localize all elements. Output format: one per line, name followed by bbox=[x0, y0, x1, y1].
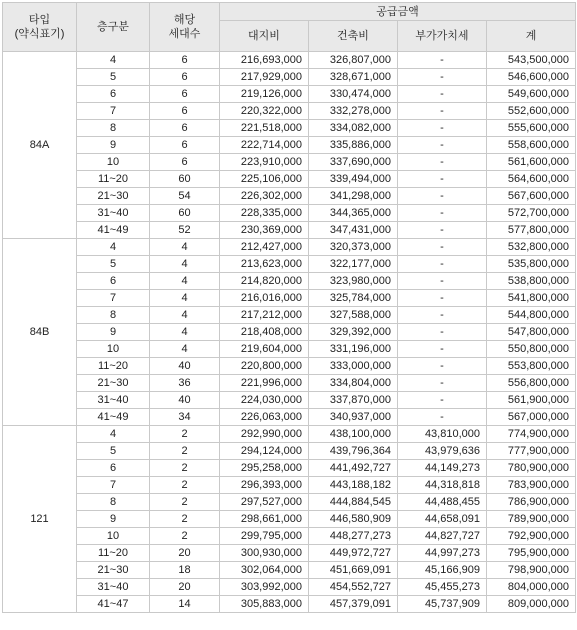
vat-cell: 43,979,636 bbox=[398, 443, 487, 460]
vat-cell: 43,810,000 bbox=[398, 426, 487, 443]
units-cell: 2 bbox=[150, 494, 220, 511]
vat-cell: - bbox=[398, 171, 487, 188]
total-cell: 547,800,000 bbox=[487, 324, 576, 341]
total-cell: 567,600,000 bbox=[487, 188, 576, 205]
units-cell: 2 bbox=[150, 426, 220, 443]
vat-cell: 45,455,273 bbox=[398, 579, 487, 596]
vat-cell: - bbox=[398, 188, 487, 205]
total-cell: 804,000,000 bbox=[487, 579, 576, 596]
units-cell: 6 bbox=[150, 103, 220, 120]
total-cell: 549,600,000 bbox=[487, 86, 576, 103]
vat-cell: 44,827,727 bbox=[398, 528, 487, 545]
units-cell: 6 bbox=[150, 86, 220, 103]
building-cost-cell: 334,082,000 bbox=[309, 120, 398, 137]
total-cell: 546,600,000 bbox=[487, 69, 576, 86]
table-row bbox=[3, 341, 576, 358]
building-cost-cell: 327,588,000 bbox=[309, 307, 398, 324]
land-cost-cell: 219,604,000 bbox=[220, 341, 309, 358]
total-cell: 809,000,000 bbox=[487, 596, 576, 613]
floor-cell: 41~47 bbox=[77, 596, 150, 613]
building-cost-cell: 444,884,545 bbox=[309, 494, 398, 511]
units-cell: 6 bbox=[150, 120, 220, 137]
land-cost-cell: 292,990,000 bbox=[220, 426, 309, 443]
floor-cell: 10 bbox=[77, 154, 150, 171]
floor-cell: 4 bbox=[77, 426, 150, 443]
building-cost-cell: 446,580,909 bbox=[309, 511, 398, 528]
units-cell: 6 bbox=[150, 154, 220, 171]
table-row bbox=[3, 52, 576, 69]
vat-cell: - bbox=[398, 307, 487, 324]
floor-cell: 8 bbox=[77, 307, 150, 324]
total-cell: 552,600,000 bbox=[487, 103, 576, 120]
land-cost-cell: 216,693,000 bbox=[220, 52, 309, 69]
total-cell: 541,800,000 bbox=[487, 290, 576, 307]
table-row bbox=[3, 528, 576, 545]
vat-cell: - bbox=[398, 392, 487, 409]
table-row bbox=[3, 375, 576, 392]
building-cost-cell: 339,494,000 bbox=[309, 171, 398, 188]
total-cell: 543,500,000 bbox=[487, 52, 576, 69]
units-cell: 6 bbox=[150, 137, 220, 154]
vat-cell: - bbox=[398, 137, 487, 154]
building-cost-cell: 347,431,000 bbox=[309, 222, 398, 239]
table-row bbox=[3, 409, 576, 426]
floor-cell: 31~40 bbox=[77, 205, 150, 222]
table-row bbox=[3, 511, 576, 528]
building-cost-cell: 443,188,182 bbox=[309, 477, 398, 494]
vat-cell: - bbox=[398, 409, 487, 426]
building-cost-cell: 329,392,000 bbox=[309, 324, 398, 341]
header-floor: 층구분 bbox=[77, 3, 150, 52]
header-vat: 부가가치세 bbox=[398, 21, 487, 52]
vat-cell: - bbox=[398, 290, 487, 307]
table-row bbox=[3, 494, 576, 511]
header-supply-price: 공급금액 bbox=[220, 3, 576, 21]
total-cell: 553,800,000 bbox=[487, 358, 576, 375]
supply-price-table bbox=[2, 2, 576, 613]
type-cell: 84A bbox=[3, 52, 77, 239]
building-cost-cell: 326,807,000 bbox=[309, 52, 398, 69]
units-cell: 4 bbox=[150, 324, 220, 341]
units-cell: 4 bbox=[150, 239, 220, 256]
land-cost-cell: 221,996,000 bbox=[220, 375, 309, 392]
total-cell: 561,600,000 bbox=[487, 154, 576, 171]
units-cell: 6 bbox=[150, 52, 220, 69]
table-row bbox=[3, 273, 576, 290]
land-cost-cell: 222,714,000 bbox=[220, 137, 309, 154]
vat-cell: - bbox=[398, 239, 487, 256]
units-cell: 4 bbox=[150, 290, 220, 307]
table-body bbox=[3, 52, 576, 613]
land-cost-cell: 305,883,000 bbox=[220, 596, 309, 613]
floor-cell: 4 bbox=[77, 52, 150, 69]
units-cell: 34 bbox=[150, 409, 220, 426]
total-cell: 777,900,000 bbox=[487, 443, 576, 460]
floor-cell: 11~20 bbox=[77, 358, 150, 375]
table-row bbox=[3, 443, 576, 460]
land-cost-cell: 299,795,000 bbox=[220, 528, 309, 545]
building-cost-cell: 449,972,727 bbox=[309, 545, 398, 562]
land-cost-cell: 225,106,000 bbox=[220, 171, 309, 188]
units-cell: 14 bbox=[150, 596, 220, 613]
total-cell: 792,900,000 bbox=[487, 528, 576, 545]
building-cost-cell: 323,980,000 bbox=[309, 273, 398, 290]
vat-cell: - bbox=[398, 324, 487, 341]
total-cell: 789,900,000 bbox=[487, 511, 576, 528]
land-cost-cell: 296,393,000 bbox=[220, 477, 309, 494]
land-cost-cell: 216,016,000 bbox=[220, 290, 309, 307]
table-row bbox=[3, 86, 576, 103]
vat-cell: 44,149,273 bbox=[398, 460, 487, 477]
units-cell: 4 bbox=[150, 341, 220, 358]
total-cell: 558,600,000 bbox=[487, 137, 576, 154]
building-cost-cell: 438,100,000 bbox=[309, 426, 398, 443]
floor-cell: 7 bbox=[77, 290, 150, 307]
header-type-label: 타입 bbox=[28, 14, 51, 26]
table-row bbox=[3, 222, 576, 239]
units-cell: 52 bbox=[150, 222, 220, 239]
table-row bbox=[3, 307, 576, 324]
total-cell: 798,900,000 bbox=[487, 562, 576, 579]
building-cost-cell: 332,278,000 bbox=[309, 103, 398, 120]
header-total: 계 bbox=[487, 21, 576, 52]
units-cell: 54 bbox=[150, 188, 220, 205]
total-cell: 786,900,000 bbox=[487, 494, 576, 511]
total-cell: 535,800,000 bbox=[487, 256, 576, 273]
type-cell: 84B bbox=[3, 239, 77, 426]
header-type-sub: (약식표기) bbox=[14, 28, 65, 40]
floor-cell: 8 bbox=[77, 494, 150, 511]
building-cost-cell: 441,492,727 bbox=[309, 460, 398, 477]
table-header bbox=[3, 3, 576, 52]
land-cost-cell: 230,369,000 bbox=[220, 222, 309, 239]
floor-cell: 9 bbox=[77, 324, 150, 341]
building-cost-cell: 340,937,000 bbox=[309, 409, 398, 426]
floor-cell: 21~30 bbox=[77, 562, 150, 579]
vat-cell: - bbox=[398, 341, 487, 358]
total-cell: 780,900,000 bbox=[487, 460, 576, 477]
floor-cell: 5 bbox=[77, 256, 150, 273]
building-cost-cell: 337,870,000 bbox=[309, 392, 398, 409]
table-row bbox=[3, 562, 576, 579]
table-row bbox=[3, 426, 576, 443]
table-row bbox=[3, 188, 576, 205]
land-cost-cell: 297,527,000 bbox=[220, 494, 309, 511]
land-cost-cell: 302,064,000 bbox=[220, 562, 309, 579]
vat-cell: 44,318,818 bbox=[398, 477, 487, 494]
floor-cell: 31~40 bbox=[77, 392, 150, 409]
building-cost-cell: 322,177,000 bbox=[309, 256, 398, 273]
vat-cell: - bbox=[398, 222, 487, 239]
table-row bbox=[3, 120, 576, 137]
table-row bbox=[3, 154, 576, 171]
building-cost-cell: 451,669,091 bbox=[309, 562, 398, 579]
land-cost-cell: 228,335,000 bbox=[220, 205, 309, 222]
land-cost-cell: 212,427,000 bbox=[220, 239, 309, 256]
land-cost-cell: 213,623,000 bbox=[220, 256, 309, 273]
table-row bbox=[3, 290, 576, 307]
floor-cell: 21~30 bbox=[77, 188, 150, 205]
total-cell: 564,600,000 bbox=[487, 171, 576, 188]
vat-cell: - bbox=[398, 69, 487, 86]
land-cost-cell: 224,030,000 bbox=[220, 392, 309, 409]
table-row bbox=[3, 69, 576, 86]
land-cost-cell: 300,930,000 bbox=[220, 545, 309, 562]
land-cost-cell: 214,820,000 bbox=[220, 273, 309, 290]
total-cell: 783,900,000 bbox=[487, 477, 576, 494]
floor-cell: 6 bbox=[77, 273, 150, 290]
building-cost-cell: 333,000,000 bbox=[309, 358, 398, 375]
units-cell: 4 bbox=[150, 307, 220, 324]
total-cell: 538,800,000 bbox=[487, 273, 576, 290]
units-cell: 36 bbox=[150, 375, 220, 392]
land-cost-cell: 226,302,000 bbox=[220, 188, 309, 205]
land-cost-cell: 295,258,000 bbox=[220, 460, 309, 477]
total-cell: 567,000,000 bbox=[487, 409, 576, 426]
total-cell: 774,900,000 bbox=[487, 426, 576, 443]
building-cost-cell: 454,552,727 bbox=[309, 579, 398, 596]
vat-cell: 44,658,091 bbox=[398, 511, 487, 528]
land-cost-cell: 221,518,000 bbox=[220, 120, 309, 137]
table-row bbox=[3, 171, 576, 188]
table-row bbox=[3, 358, 576, 375]
building-cost-cell: 457,379,091 bbox=[309, 596, 398, 613]
land-cost-cell: 226,063,000 bbox=[220, 409, 309, 426]
vat-cell: - bbox=[398, 273, 487, 290]
land-cost-cell: 220,322,000 bbox=[220, 103, 309, 120]
units-cell: 18 bbox=[150, 562, 220, 579]
units-cell: 20 bbox=[150, 579, 220, 596]
floor-cell: 9 bbox=[77, 511, 150, 528]
total-cell: 561,900,000 bbox=[487, 392, 576, 409]
table-row bbox=[3, 596, 576, 613]
vat-cell: - bbox=[398, 375, 487, 392]
vat-cell: - bbox=[398, 52, 487, 69]
building-cost-cell: 330,474,000 bbox=[309, 86, 398, 103]
floor-cell: 4 bbox=[77, 239, 150, 256]
header-units-label: 해당 bbox=[173, 14, 196, 26]
table-row bbox=[3, 477, 576, 494]
building-cost-cell: 344,365,000 bbox=[309, 205, 398, 222]
total-cell: 556,800,000 bbox=[487, 375, 576, 392]
header-building: 건축비 bbox=[309, 21, 398, 52]
units-cell: 2 bbox=[150, 443, 220, 460]
total-cell: 550,800,000 bbox=[487, 341, 576, 358]
building-cost-cell: 334,804,000 bbox=[309, 375, 398, 392]
vat-cell: - bbox=[398, 86, 487, 103]
table-row bbox=[3, 545, 576, 562]
building-cost-cell: 335,886,000 bbox=[309, 137, 398, 154]
table-row bbox=[3, 579, 576, 596]
units-cell: 2 bbox=[150, 460, 220, 477]
units-cell: 2 bbox=[150, 528, 220, 545]
units-cell: 4 bbox=[150, 256, 220, 273]
floor-cell: 6 bbox=[77, 86, 150, 103]
floor-cell: 8 bbox=[77, 120, 150, 137]
vat-cell: - bbox=[398, 256, 487, 273]
units-cell: 2 bbox=[150, 477, 220, 494]
header-units-sub: 세대수 bbox=[168, 28, 201, 40]
building-cost-cell: 325,784,000 bbox=[309, 290, 398, 307]
building-cost-cell: 337,690,000 bbox=[309, 154, 398, 171]
building-cost-cell: 341,298,000 bbox=[309, 188, 398, 205]
units-cell: 60 bbox=[150, 205, 220, 222]
floor-cell: 21~30 bbox=[77, 375, 150, 392]
type-cell: 121 bbox=[3, 426, 77, 613]
floor-cell: 7 bbox=[77, 477, 150, 494]
table-row bbox=[3, 392, 576, 409]
units-cell: 20 bbox=[150, 545, 220, 562]
land-cost-cell: 217,212,000 bbox=[220, 307, 309, 324]
vat-cell: - bbox=[398, 103, 487, 120]
land-cost-cell: 223,910,000 bbox=[220, 154, 309, 171]
floor-cell: 9 bbox=[77, 137, 150, 154]
vat-cell: 45,166,909 bbox=[398, 562, 487, 579]
land-cost-cell: 218,408,000 bbox=[220, 324, 309, 341]
building-cost-cell: 328,671,000 bbox=[309, 69, 398, 86]
floor-cell: 11~20 bbox=[77, 171, 150, 188]
floor-cell: 31~40 bbox=[77, 579, 150, 596]
land-cost-cell: 219,126,000 bbox=[220, 86, 309, 103]
total-cell: 532,800,000 bbox=[487, 239, 576, 256]
units-cell: 40 bbox=[150, 392, 220, 409]
table-row bbox=[3, 205, 576, 222]
vat-cell: - bbox=[398, 154, 487, 171]
units-cell: 4 bbox=[150, 273, 220, 290]
vat-cell: - bbox=[398, 358, 487, 375]
table-row bbox=[3, 324, 576, 341]
total-cell: 577,800,000 bbox=[487, 222, 576, 239]
vat-cell: 44,488,455 bbox=[398, 494, 487, 511]
vat-cell: 45,737,909 bbox=[398, 596, 487, 613]
land-cost-cell: 220,800,000 bbox=[220, 358, 309, 375]
table-row bbox=[3, 460, 576, 477]
floor-cell: 10 bbox=[77, 528, 150, 545]
building-cost-cell: 331,196,000 bbox=[309, 341, 398, 358]
table-row bbox=[3, 256, 576, 273]
units-cell: 6 bbox=[150, 69, 220, 86]
vat-cell: - bbox=[398, 205, 487, 222]
total-cell: 544,800,000 bbox=[487, 307, 576, 324]
building-cost-cell: 320,373,000 bbox=[309, 239, 398, 256]
floor-cell: 7 bbox=[77, 103, 150, 120]
building-cost-cell: 448,277,273 bbox=[309, 528, 398, 545]
floor-cell: 41~49 bbox=[77, 409, 150, 426]
vat-cell: 44,997,273 bbox=[398, 545, 487, 562]
land-cost-cell: 294,124,000 bbox=[220, 443, 309, 460]
total-cell: 572,700,000 bbox=[487, 205, 576, 222]
floor-cell: 5 bbox=[77, 69, 150, 86]
floor-cell: 5 bbox=[77, 443, 150, 460]
table-row bbox=[3, 103, 576, 120]
floor-cell: 10 bbox=[77, 341, 150, 358]
total-cell: 795,900,000 bbox=[487, 545, 576, 562]
vat-cell: - bbox=[398, 120, 487, 137]
header-type bbox=[3, 3, 77, 52]
floor-cell: 11~20 bbox=[77, 545, 150, 562]
units-cell: 2 bbox=[150, 511, 220, 528]
land-cost-cell: 303,992,000 bbox=[220, 579, 309, 596]
table-row bbox=[3, 137, 576, 154]
building-cost-cell: 439,796,364 bbox=[309, 443, 398, 460]
header-land: 대지비 bbox=[220, 21, 309, 52]
total-cell: 555,600,000 bbox=[487, 120, 576, 137]
floor-cell: 41~49 bbox=[77, 222, 150, 239]
table-row bbox=[3, 239, 576, 256]
units-cell: 60 bbox=[150, 171, 220, 188]
floor-cell: 6 bbox=[77, 460, 150, 477]
land-cost-cell: 298,661,000 bbox=[220, 511, 309, 528]
land-cost-cell: 217,929,000 bbox=[220, 69, 309, 86]
units-cell: 40 bbox=[150, 358, 220, 375]
header-units bbox=[150, 3, 220, 52]
